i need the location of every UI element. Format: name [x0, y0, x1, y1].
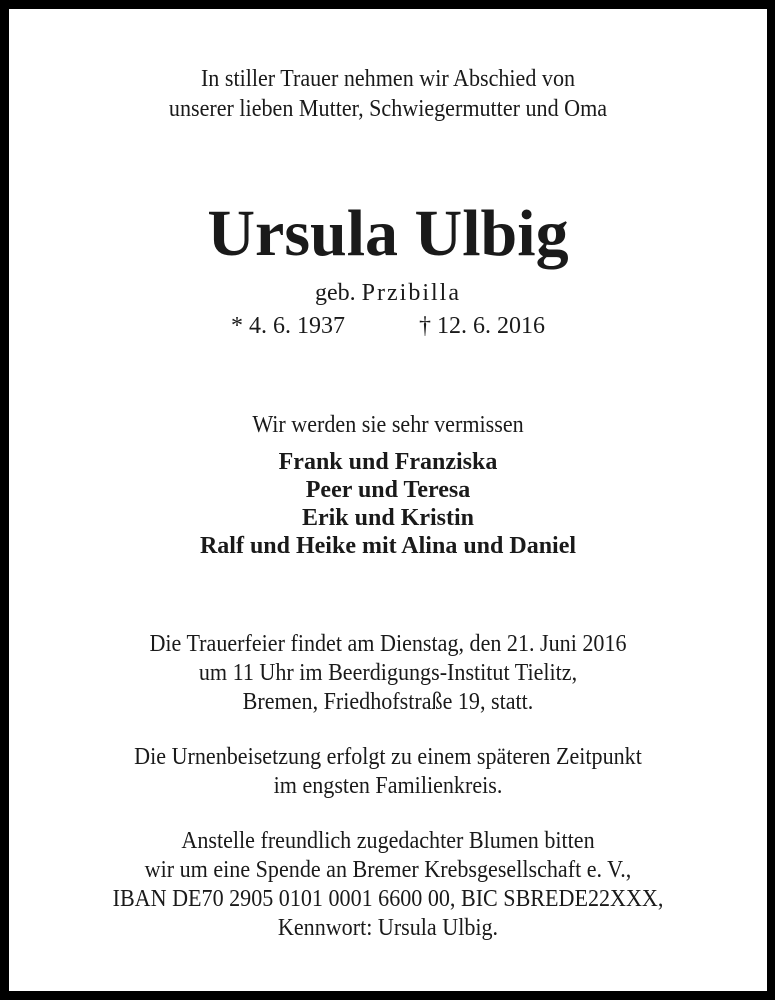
mourner-3: Erik und Kristin — [301, 505, 475, 531]
intro-line-2: unserer lieben Mutter, Schwiegermutter und Oma — [168, 96, 608, 122]
donation-line-1: Anstelle freundlich zugedachter Blumen bitten — [181, 828, 595, 854]
birth-symbol-icon: * — [231, 313, 243, 339]
life-dates — [9, 312, 767, 340]
birth-date: 4. 6. 1937 — [249, 313, 345, 339]
burial-line-1: Die Urnenbeisetzung erfolgt zu einem späteren Zeitpunkt — [134, 744, 642, 770]
mourner-2: Peer und Teresa — [305, 477, 471, 503]
miss-line: Wir werden sie sehr vermissen — [252, 412, 524, 438]
death-date: 12. 6. 2016 — [437, 313, 545, 339]
intro-line-1: In stiller Trauer nehmen wir Abschied von — [200, 66, 576, 92]
ceremony-line-1: Die Trauerfeier findet am Dienstag, den 21. Juni 2016 — [149, 631, 627, 657]
donation-line-4: Kennwort: Ursula Ulbig. — [277, 915, 499, 941]
burial-line-2: im engsten Familienkreis. — [273, 773, 503, 799]
maiden-name: Przibilla — [361, 280, 461, 306]
ceremony-line-3: Bremen, Friedhofstraße 19, statt. — [242, 689, 534, 715]
donation-line-2: wir um eine Spende an Bremer Krebsgesellschaft e. V., — [144, 857, 632, 883]
obituary-notice — [9, 9, 767, 991]
donation-line-3: IBAN DE70 2905 0101 0001 6600 00, BIC SBREDE22XXX, — [112, 886, 664, 912]
ceremony-line-2: um 11 Uhr im Beerdigungs-Institut Tielitz, — [198, 660, 578, 686]
maiden-prefix: geb. — [315, 280, 356, 306]
mourner-1: Frank und Franziska — [278, 449, 498, 475]
deceased-name: Ursula Ulbig — [207, 197, 569, 270]
mourner-4: Ralf und Heike mit Alina und Daniel — [199, 533, 577, 559]
cross-icon: † — [419, 313, 431, 339]
maiden-name-line — [9, 279, 767, 307]
